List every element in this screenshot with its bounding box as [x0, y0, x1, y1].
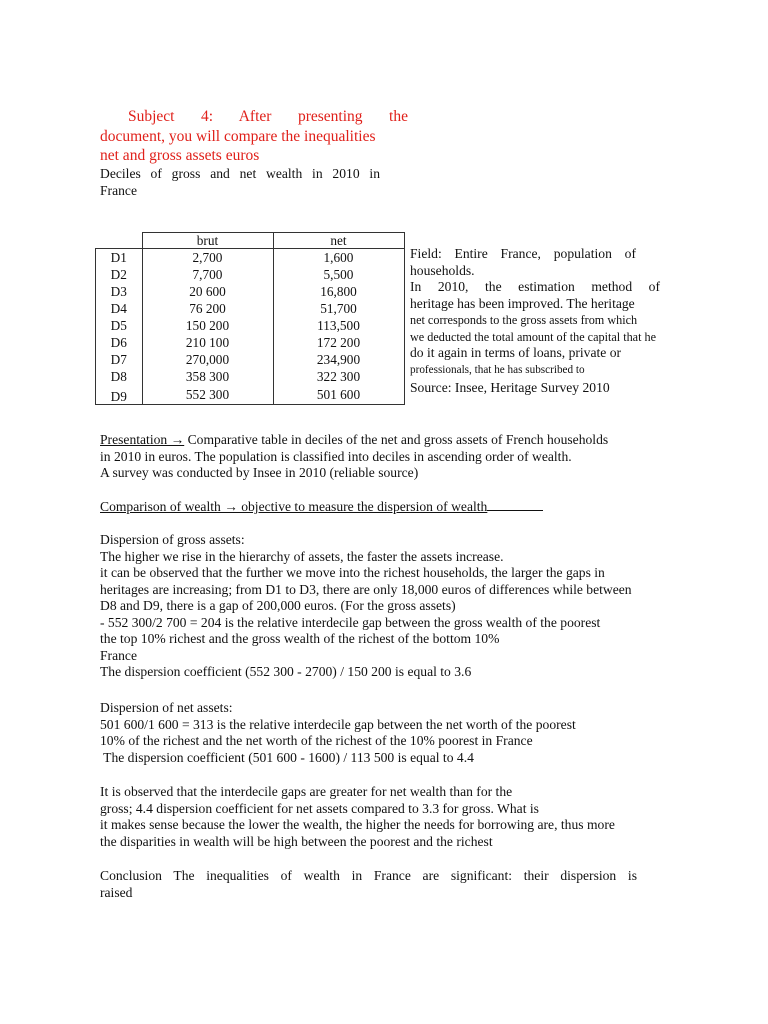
note-line-2: households. [410, 262, 475, 278]
table-header-row [96, 233, 405, 249]
net-value: 16,800 [273, 283, 404, 300]
subject-heading [100, 107, 408, 166]
note-source: Source: Insee, Heritage Survey 2010 [410, 380, 610, 395]
table-corner-cell [96, 233, 143, 249]
subject-line-2: document, you will compare the inequalities [100, 127, 376, 145]
brut-value: 20 600 [142, 283, 273, 300]
gross-line-7: France [100, 647, 137, 663]
decile-label: D1 [96, 249, 143, 267]
decile-label: D9 [96, 385, 143, 405]
conclusion-line-2: raised [100, 884, 133, 900]
observation-line-3: it makes sense because the lower the wealth, the higher the needs for borrowing are, thus more [100, 817, 615, 832]
observation-line-2: gross; 4.4 dispersion coefficient for net assets compared to 3.3 for gross. What is [100, 800, 539, 816]
gross-line-6: the top 10% richest and the gross wealth of the richest of the bottom 10% [100, 631, 500, 646]
note-line-7: do it again in terms of loans, private or [410, 345, 622, 360]
heading-underline [487, 499, 543, 511]
decile-label: D4 [96, 300, 143, 317]
subject-line-1: Subject 4: After presenting the [128, 108, 408, 125]
table-row [96, 300, 405, 317]
brut-value: 150 200 [142, 317, 273, 334]
gross-title: Dispersion of gross assets: [100, 532, 245, 547]
comparison-heading-text: Comparison of wealth → objective to measure the dispersion of wealth [100, 499, 488, 514]
deciles-table [95, 232, 405, 405]
gross-line-4: D8 and D9, there is a gap of 200,000 euros. (For the gross assets) [100, 598, 456, 613]
net-line-1: 501 600/1 600 = 313 is the relative interdecile gap between the net worth of the poorest [100, 716, 576, 732]
conclusion-paragraph [100, 868, 637, 901]
observation-line-4: the disparities in wealth will be high between the poorest and the richest [100, 833, 493, 849]
note-line-8: professionals, that he has subscribed to [410, 363, 585, 376]
brut-value: 76 200 [142, 300, 273, 317]
net-title: Dispersion of net assets: [100, 700, 233, 715]
gross-line-3: heritages are increasing; from D1 to D3, there are only 18,000 euros of differences while between [100, 581, 632, 597]
observation-paragraph [100, 784, 690, 850]
net-value: 51,700 [273, 300, 404, 317]
conclusion-line-1: Conclusion The inequalities of wealth in France are significant: their dispersion is [100, 868, 637, 883]
net-value: 113,500 [273, 317, 404, 334]
brut-value: 7,700 [142, 266, 273, 283]
table-caption [100, 165, 380, 199]
table-row [96, 351, 405, 368]
decile-label: D2 [96, 266, 143, 283]
decile-label: D5 [96, 317, 143, 334]
presentation-line-1: Comparative table in deciles of the net and gross assets of French households [184, 432, 609, 447]
table-row [96, 385, 405, 405]
brut-value: 210 100 [142, 334, 273, 351]
net-value: 501 600 [273, 385, 404, 405]
presentation-label: Presentation → [100, 432, 185, 447]
brut-value: 552 300 [142, 385, 273, 405]
table-row [96, 266, 405, 283]
table-row [96, 368, 405, 385]
net-dispersion-section [100, 700, 690, 766]
net-value: 322 300 [273, 368, 404, 385]
brut-value: 270,000 [142, 351, 273, 368]
gross-line-8: The dispersion coefficient (552 300 - 2700) / 150 200 is equal to 3.6 [100, 664, 472, 679]
gross-line-5: - 552 300/2 700 = 204 is the relative interdecile gap between the gross wealth of the poorest [100, 614, 601, 630]
net-value: 172 200 [273, 334, 404, 351]
caption-line-2: France [100, 183, 137, 198]
decile-label: D6 [96, 334, 143, 351]
caption-line-1: Deciles of gross and net wealth in 2010 in [100, 166, 380, 181]
net-line-3: The dispersion coefficient (501 600 - 1600) / 113 500 is equal to 4.4 [100, 749, 474, 765]
field-note [410, 246, 700, 397]
table-header-net: net [273, 233, 404, 249]
gross-dispersion-section [100, 532, 690, 681]
note-line-5: net corresponds to the gross assets from which [410, 313, 638, 327]
note-line-6: we deducted the total amount of the capital that he [410, 329, 657, 344]
note-line-1: Field: Entire France, population of [410, 246, 636, 261]
decile-label: D7 [96, 351, 143, 368]
net-line-2: 10% of the richest and the net worth of the richest of the 10% poorest in France [100, 733, 533, 748]
brut-value: 2,700 [142, 249, 273, 267]
net-value: 1,600 [273, 249, 404, 267]
gross-line-1: The higher we rise in the hierarchy of assets, the faster the assets increase. [100, 548, 504, 564]
table-row [96, 283, 405, 300]
note-line-4: heritage has been improved. The heritage [410, 295, 635, 311]
brut-value: 358 300 [142, 368, 273, 385]
comparison-heading [100, 499, 690, 516]
table-row [96, 249, 405, 267]
presentation-line-3: A survey was conducted by Insee in 2010 (reliable source) [100, 465, 419, 480]
table-header-brut: brut [142, 233, 273, 249]
decile-label: D8 [96, 368, 143, 385]
presentation-line-2: in 2010 in euros. The population is classified into deciles in ascending order of wealth. [100, 448, 572, 464]
observation-line-1: It is observed that the interdecile gaps are greater for net wealth than for the [100, 784, 513, 799]
note-line-3: In 2010, the estimation method of [410, 279, 660, 294]
table-row [96, 317, 405, 334]
net-value: 5,500 [273, 266, 404, 283]
net-value: 234,900 [273, 351, 404, 368]
decile-label: D3 [96, 283, 143, 300]
presentation-paragraph [100, 432, 690, 482]
subject-line-3: net and gross assets euros [100, 147, 260, 164]
gross-line-2: it can be observed that the further we move into the richest households, the larger the gaps in [100, 565, 605, 580]
table-row [96, 334, 405, 351]
